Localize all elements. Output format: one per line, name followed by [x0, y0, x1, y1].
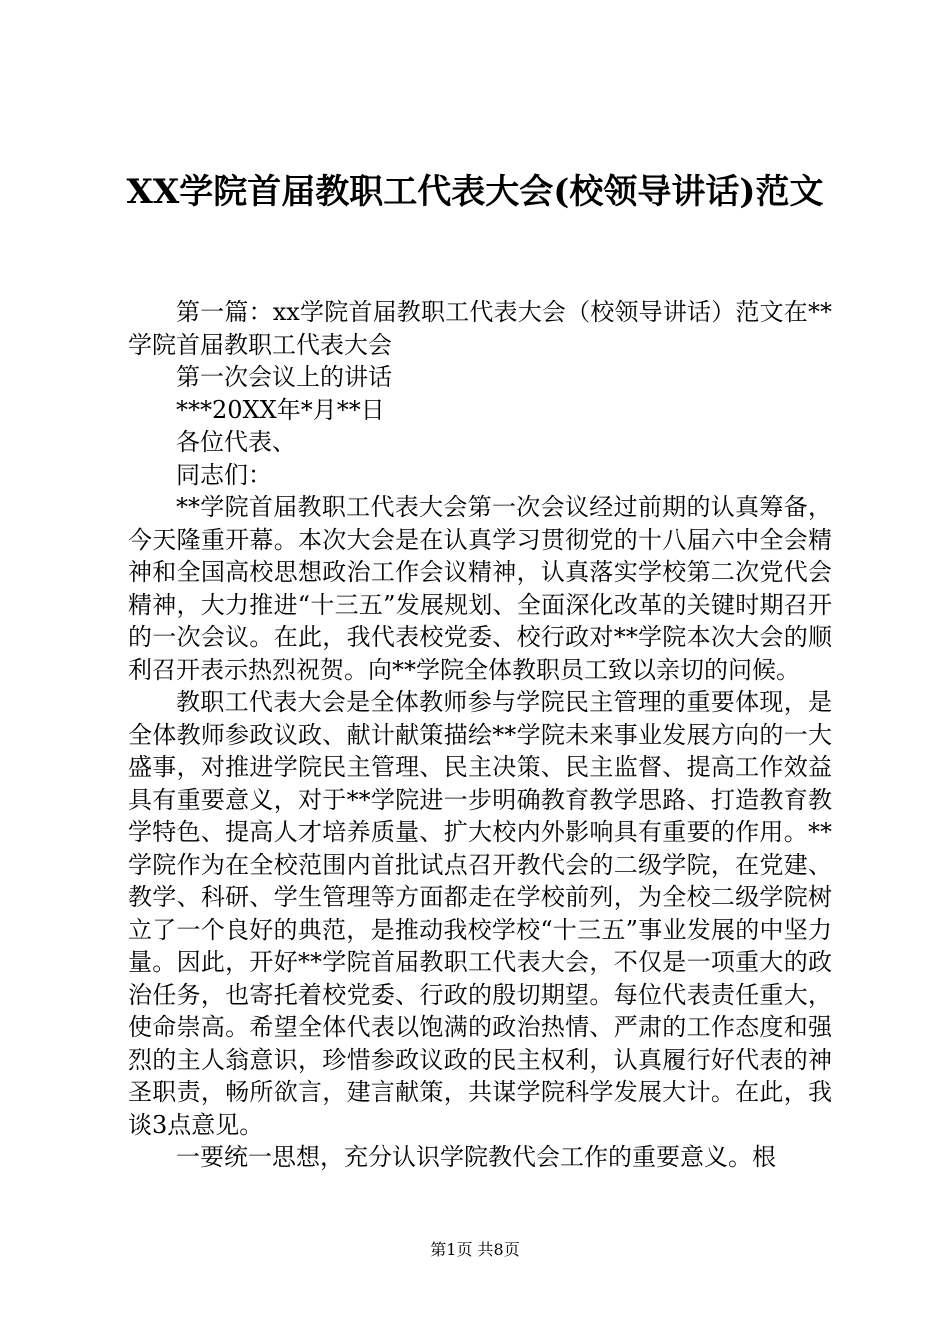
paragraph-salutation-2: 同志们：	[176, 460, 272, 489]
paragraph-heading: 第一篇：xx学院首届教职工代表大会（校领导讲话）范文在**学院首届教职工代表大会	[128, 298, 832, 359]
paragraph-body-1: **学院首届教职工代表大会第一次会议经过前期的认真筹备，今天隆重开幕。本次大会是在认真学习贯彻党的十八届六中全会精神和全国高校思想政治工作会议精神，认真落实学校第二次党代会精神，大力推进“十三五”发展规划、全面深化改革的关键时期召开的一次会议。在此，我代表校党委、校行政对**学院本次大会的顺利召开表示热烈祝贺。向**学院全体教职员工致以亲切的问候。	[128, 493, 832, 684]
paragraph-date: ***20XX年*月**日	[176, 395, 385, 424]
paragraph-body-2: 教职工代表大会是全体教师参与学院民主管理的重要体现，是全体教师参政议政、献计献策描绘**学院未来事业发展方向的一大盛事，对推进学院民主管理、民主决策、民主监督、提高工作效益具有重要意义，对于**学院进一步明确教育教学思路、打造教育教学特色、提高人才培养质量、扩大校内外影响具有重要的作用。**学院作为在全校范围内首批试点召开教代会的二级学院，在党建、教学、科研、学生管理等方面都走在学校前列，为全校二级学院树立了一个良好的典范，是推动我校学校“十三五”事业发展的中坚力量。因此，开好**学院首届教职工代表大会，不仅是一项重大的政治任务，也寄托着校党委、行政的殷切期望。每位代表责任重大，使命崇高。希望全体代表以饱满的政治热情、严肃的工作态度和强烈的主人翁意识，珍惜参政议政的民主权利，认真履行好代表的神圣职责，畅所欲言，建言献策，共谋学院科学发展大计。在此，我谈3点意见。	[128, 688, 832, 1139]
paragraph-subtitle: 第一次会议上的讲话	[176, 363, 392, 391]
page-footer: 第1页 共8页	[430, 1240, 520, 1259]
document-title: XX学院首届教职工代表大会(校领导讲话)范文	[126, 172, 824, 212]
paragraph-body-3: 一要统一思想，充分认识学院教代会工作的重要意义。根	[176, 1143, 776, 1171]
paragraph-salutation-1: 各位代表、	[176, 428, 296, 456]
document-body	[128, 296, 832, 1174]
